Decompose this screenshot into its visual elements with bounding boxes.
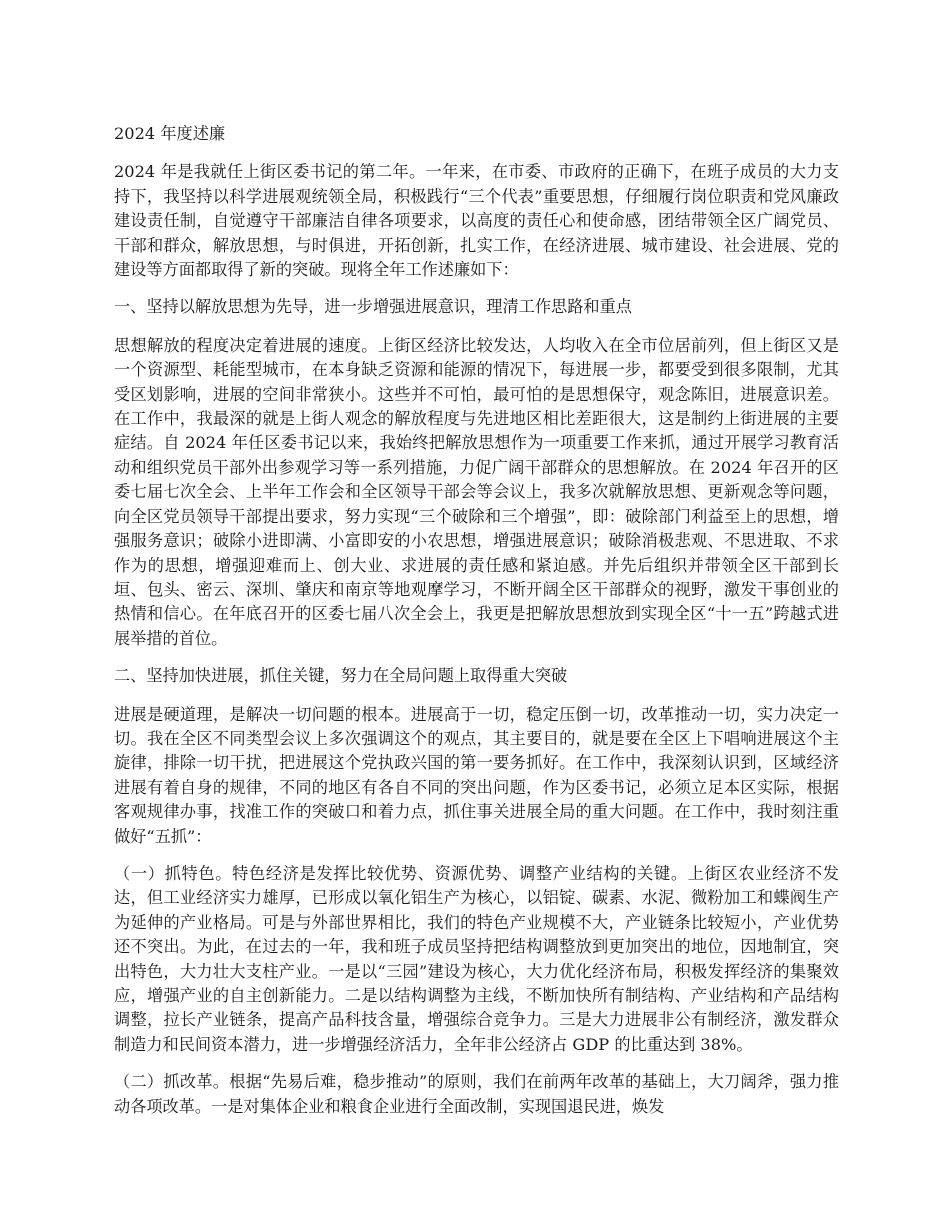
document-title: 2024 年度述廉 — [114, 124, 226, 143]
section-heading-1: 一、坚持以解放思想为先导，进一步增强进展意识，理清工作思路和重点 — [114, 297, 632, 317]
section-1-paragraph: 思想解放的程度决定着进展的速度。上街区经济比较发达，人均收入在全市位居前列，但上街区又是一个资源型、耗能型城市，在本身缺乏资源和能源的情况下，每进展一步，都要受到很多限制，尤其受区划影响，进展的空间非常狭小。这些并不可怕，最可怕的是思想保守，观念陈旧，进展意识差。在工作中，我最深的就是上街人观念的解放程度与先进地区相比差距很大，这是制约上街进展的主要症结。自 2024 年任区委书记以来，我始终把解放思想作为一项重要工作来抓，通过开展学习教育活动和组织党员干部外出参观学习等一系列措施，力促广阔干部群众的思想解放。在 2024 年召开的区委七届七次全会、上半年工作会和全区领导干部会等会议上，我多次就解放思想、更新观念等问题，向全区党员领导干部提出要求，努力实现“三个破除和三个增强”，即：破除部门利益至上的思想，增强服务意识；破除小进即满、小富即安的小农思想，增强进展意识；破除消极悲观、不思进取、不求作为的思想，增强迎难而上、创大业、求进展的责任感和紧迫感。并先后组织并带领全区干部到长垣、包头、密云、深圳、肇庆和南京等地观摩学习，不断开阔全区干部群众的视野，激发干事创业的热情和信心。在年底召开的区委七届八次全会上，我更是把解放思想放到实现全区“十一五”跨越式进展举措的首位。 — [114, 335, 839, 648]
intro-paragraph: 2024 年是我就任上街区委书记的第二年。一年来，在市委、市政府的正确下，在班子成员的大力支持下，我坚持以科学进展观统领全局，积极践行“三个代表”重要思想，仔细履行岗位职责和党风廉政建设责任制，自觉遵守干部廉洁自律各项要求，以高度的责任心和使命感，团结带领全区广阔党员、干部和群众，解放思想，与时俱进，开拓创新，扎实工作，在经济进展、城市建设、社会进展、党的建设等方面都取得了新的突破。现将全年工作述廉如下： — [114, 162, 839, 280]
subsection-reform-paragraph: （二）抓改革。根据“先易后难，稳步推动”的原则，我们在前两年改革的基础上，大刀阔斧，强力推动各项改革。一是对集体企业和粮食企业进行全面改制，实现国退民进，焕发 — [114, 1072, 839, 1116]
subsection-features-paragraph: （一）抓特色。特色经济是发挥比较优势、资源优势、调整产业结构的关键。上街区农业经济不发达，但工业经济实力雄厚，已形成以氧化铝生产为核心，以铝锭、碳素、水泥、微粉加工和蝶阀生产为延伸的产业格局。可是与外部世界相比，我们的特色产业规模不大，产业链条比较短小，产业优势还不突出。为此，在过去的一年，我和班子成员坚持把结构调整放到更加突出的地位，因地制宜，突出特色，大力壮大支柱产业。一是以“三园”建设为核心，大力优化经济布局，积极发挥经济的集聚效应，增强产业的自主创新能力。二是以结构调整为主线，不断加快所有制结构、产业结构和产品结构调整，拉长产业链条，提高产品科技含量，增强综合竞争力。三是大力进展非公有制经济，激发群众制造力和民间资本潜力，进一步增强经济活力，全年非公经济占 GDP 的比重达到 38%。 — [114, 863, 839, 1054]
section-2-paragraph: 进展是硬道理，是解决一切问题的根本。进展高于一切，稳定压倒一切，改革推动一切，实力决定一切。我在全区不同类型会议上多次强调这个的观点，其主要目的，就是要在全区上下唱响进展这个主旋律，排除一切干扰，把进展这个党执政兴国的第一要务抓好。在工作中，我深刻认识到，区域经济进展有着自身的规律，不同的地区有各自不同的突出问题，作为区委书记，必须立足本区实际，根据客观规律办事，找准工作的突破口和着力点，抓住事关进展全局的重大问题。在工作中，我时刻注重做好“五抓”： — [114, 704, 839, 846]
section-heading-2: 二、坚持加快进展，抓住关键，努力在全局问题上取得重大突破 — [114, 666, 568, 686]
document-page — [114, 122, 839, 1132]
